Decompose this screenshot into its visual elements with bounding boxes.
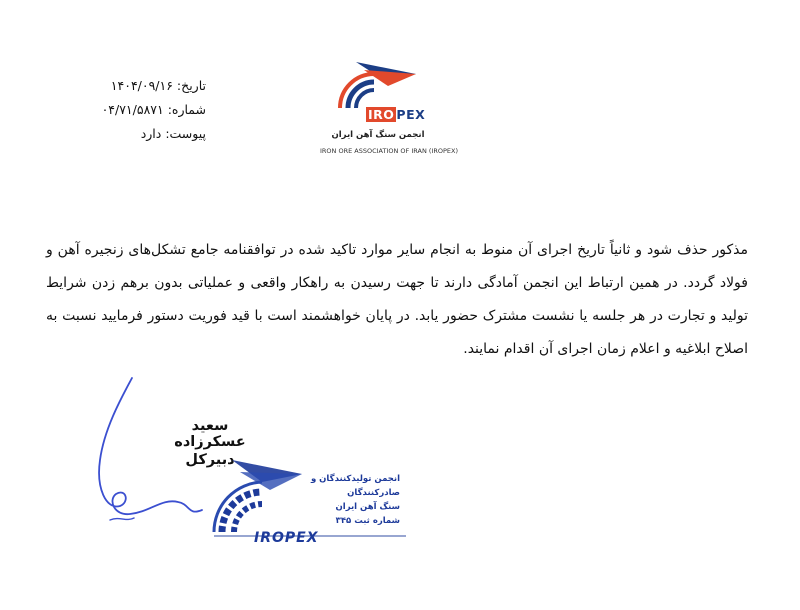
stamp-line-1: انجمن تولیدکنندگان و صادرکنندگان — [310, 474, 400, 498]
signatory-title: دبیرکل — [185, 452, 235, 468]
letter-body: مذکور حذف شود و ثانیاً تاریخ اجرای آن منوط به انجام سایر موارد تاکید شده در توافقنامه جامع تشکل‌های زنجیره آهن و فولاد گردد. در همین ارتباط این انجمن آمادگی دارند تا جهت رسیدن به راهکار واقعی و عملیاتی بدون برهم زدن شرایط تولید و تجارت در هر جلسه یا نشست مشترک حضور یابد. در پایان خواهشمند است با قید فوریت دستور فرمایید نسبت به اصلاح ابلاغیه و اعلام زمان اجرای آن اقدام نمایند. — [46, 242, 748, 357]
official-stamp — [210, 452, 410, 556]
iropex-logo — [318, 50, 460, 160]
stamp-brand: IROPEX — [254, 530, 319, 546]
stamp-text — [280, 472, 400, 528]
signatory-name: سعید عسکرزاده — [174, 418, 246, 450]
stamp-line-2: سنگ آهن ایران — [335, 502, 400, 512]
letter-meta — [66, 74, 206, 146]
logo-name-en: IRON ORE ASSOCIATION OF IRAN (IROPEX) — [320, 147, 458, 155]
logo-brand: IRO PEX — [368, 107, 426, 122]
date-line: تاریخ: ۱۴۰۴/۰۹/۱۶ — [110, 78, 206, 93]
logo-name-fa: انجمن سنگ آهن ایران — [331, 130, 425, 140]
number-line: شماره: ۰۴/۷۱/۵۸۷۱ — [101, 102, 206, 117]
attachment-line: پیوست: دارد — [140, 126, 206, 141]
stamp-line-3: شماره ثبت ۳۴۵ — [335, 516, 400, 526]
